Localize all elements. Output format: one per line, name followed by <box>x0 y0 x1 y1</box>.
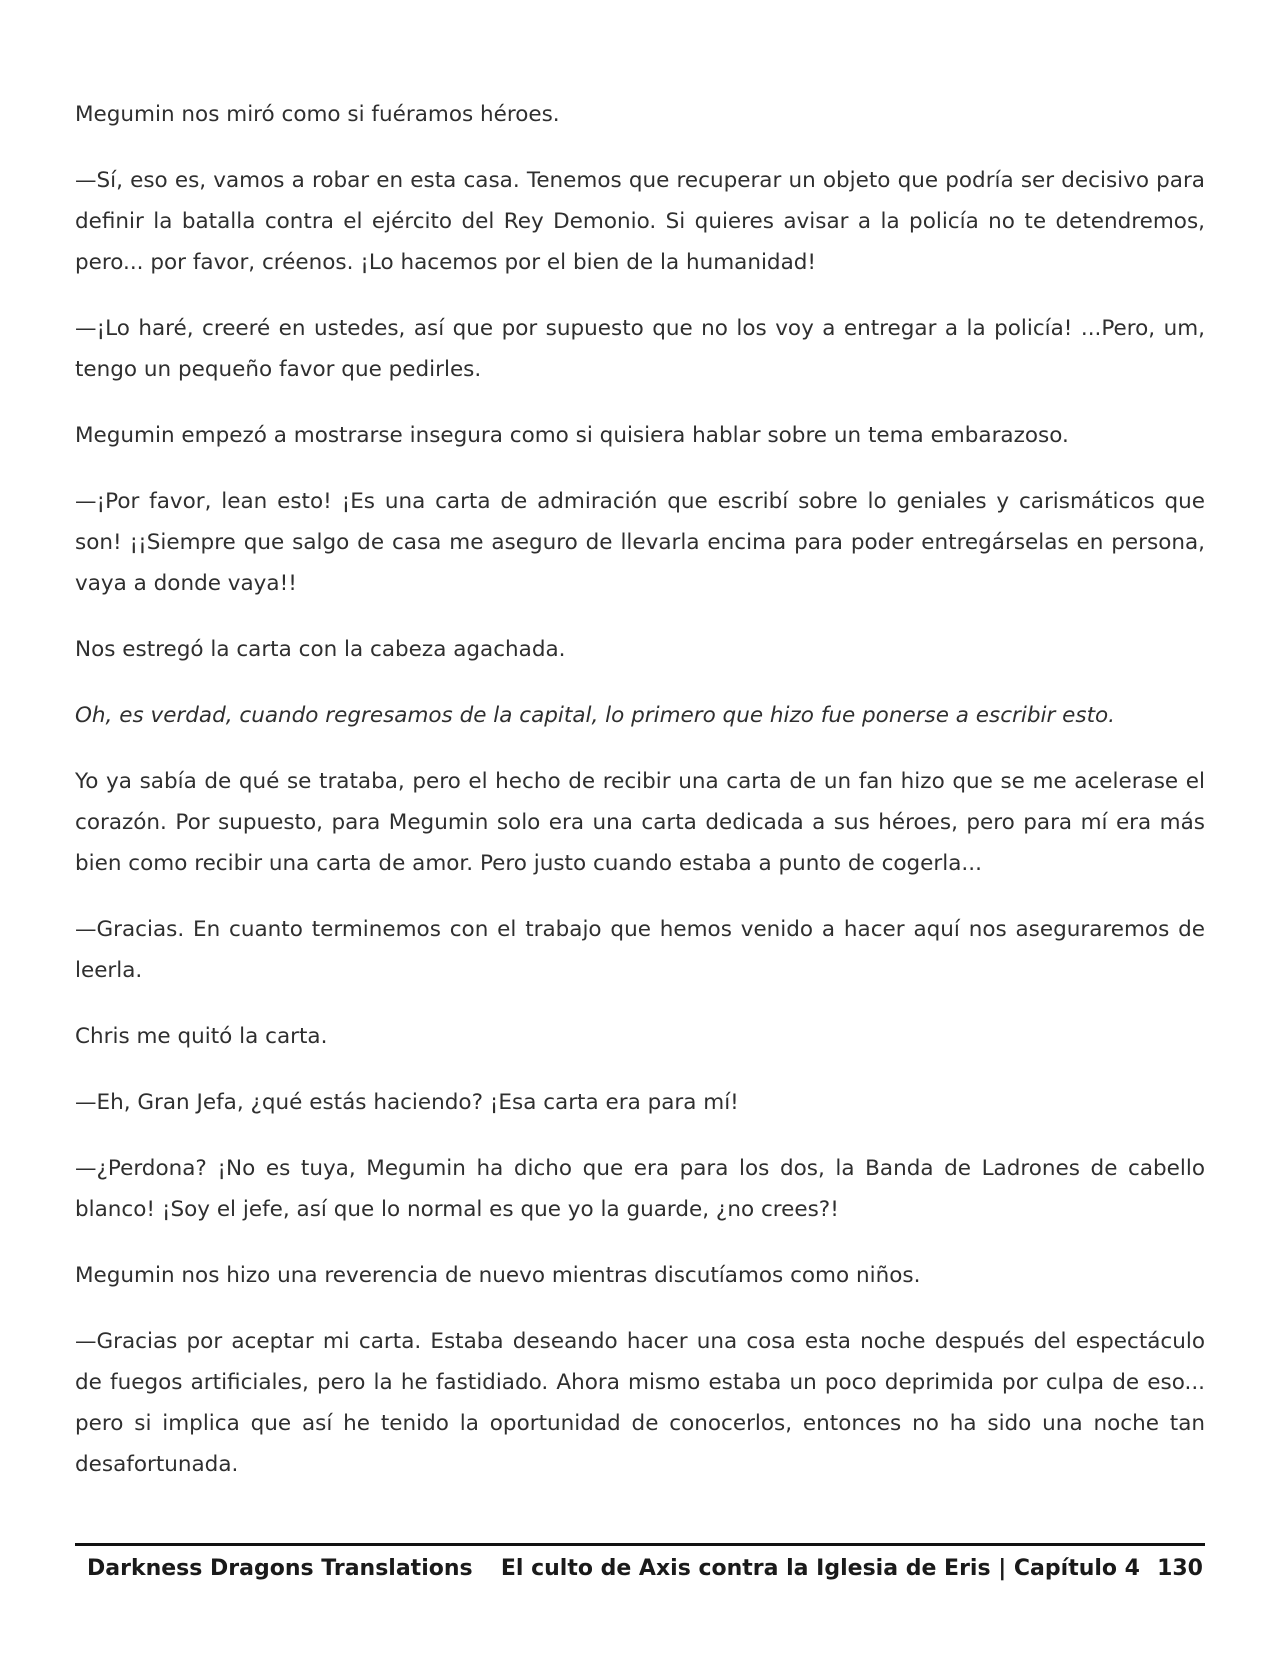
page-body <box>75 94 1205 1510</box>
footer-book-chapter: El culto de Axis contra la Iglesia de Eris | Capítulo 4 <box>500 1556 1140 1581</box>
paragraph-italic-thought: Oh, es verdad, cuando regresamos de la capital, lo primero que hizo fue ponerse a escribir esto. <box>75 703 1115 728</box>
paragraph: Megumin empezó a mostrarse insegura como si quisiera hablar sobre un tema embarazoso. <box>75 423 1069 448</box>
paragraph: Megumin nos miró como si fuéramos héroes. <box>75 102 560 127</box>
paragraph: —¡Por favor, lean esto! ¡Es una carta de admiración que escribí sobre lo geniales y carismáticos que son! ¡¡Siempre que salgo de casa me aseguro de llevarla encima para poder entregárselas en persona, vaya a donde vaya!! <box>75 489 1205 596</box>
paragraph: —Gracias por aceptar mi carta. Estaba deseando hacer una cosa esta noche después del espectáculo de fuegos artificiales, pero la he fastidiado. Ahora mismo estaba un poco deprimida por culpa de eso... pero si implica que así he tenido la oportunidad de conocerlos, entonces no ha sido una noche tan desafortunada. <box>75 1329 1205 1477</box>
paragraph: —Sí, eso es, vamos a robar en esta casa. Tenemos que recuperar un objeto que podría ser decisivo para definir la batalla contra el ejército del Rey Demonio. Si quieres avisar a la policía no te detendremos, pero... por favor, créenos. ¡Lo hacemos por el bien de la humanidad! <box>75 168 1205 275</box>
paragraph: Chris me quitó la carta. <box>75 1024 328 1049</box>
paragraph: Megumin nos hizo una reverencia de nuevo mientras discutíamos como niños. <box>75 1263 921 1288</box>
footer-page-number: 130 <box>1157 1556 1203 1581</box>
paragraph: Nos estregó la carta con la cabeza agachada. <box>75 637 566 662</box>
page-footer <box>75 1556 1205 1590</box>
paragraph: —Eh, Gran Jefa, ¿qué estás haciendo? ¡Esa carta era para mí! <box>75 1090 739 1115</box>
footer-divider <box>75 1543 1205 1546</box>
paragraph: —¿Perdona? ¡No es tuya, Megumin ha dicho que era para los dos, la Banda de Ladrones de cabello blanco! ¡Soy el jefe, así que lo normal es que yo la guarde, ¿no crees?! <box>75 1156 1205 1222</box>
paragraph: —Gracias. En cuanto terminemos con el trabajo que hemos venido a hacer aquí nos aseguraremos de leerla. <box>75 917 1205 983</box>
footer-translator: Darkness Dragons Translations <box>87 1556 473 1581</box>
paragraph: Yo ya sabía de qué se trataba, pero el hecho de recibir una carta de un fan hizo que se me acelerase el corazón. Por supuesto, para Megumin solo era una carta dedicada a sus héroes, pero para mí era más bien como recibir una carta de amor. Pero justo cuando estaba a punto de cogerla... <box>75 769 1205 876</box>
paragraph: —¡Lo haré, creeré en ustedes, así que por supuesto que no los voy a entregar a la policía! ...Pero, um, tengo un pequeño favor que pedirles. <box>75 316 1205 382</box>
